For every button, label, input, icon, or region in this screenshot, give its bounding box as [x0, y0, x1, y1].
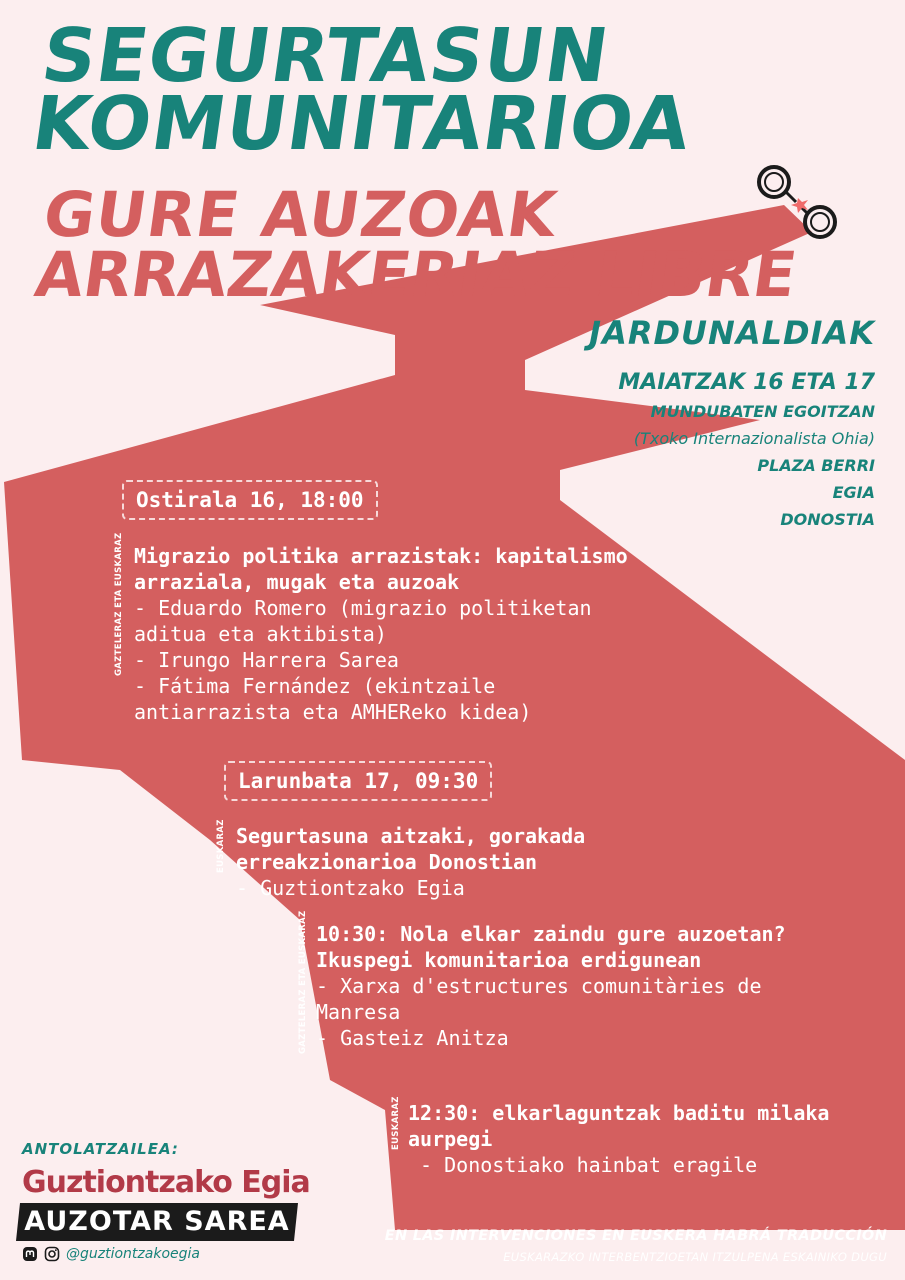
organizer-logo-top: Guztiontzako Egia	[22, 1165, 310, 1200]
social-handle: @guztiontzakoegia	[66, 1246, 200, 1262]
day2-talk1	[236, 823, 585, 901]
organizer-label: ANTOLATZAILEA:	[22, 1140, 179, 1158]
venue-place: PLAZA BERRI	[757, 456, 875, 475]
venue-former-name: (Txoko Internazionalista Ohia)	[633, 429, 875, 448]
speaker-line: - Guztiontzako Egia	[236, 876, 465, 900]
subtitle-line1: GURE AUZOAK	[39, 178, 562, 251]
day1-talk1	[134, 543, 628, 725]
speaker-line: - Irungo Harrera Sarea	[134, 648, 399, 672]
organizer-logo-bar	[16, 1203, 298, 1241]
speaker-line: Manresa	[316, 1000, 401, 1024]
instagram-icon	[44, 1246, 60, 1262]
speaker-line: antiarrazista eta AMHEReko kidea)	[134, 700, 532, 724]
speaker-line: - Xarxa d'estructures comunitàries de	[316, 974, 762, 998]
subtitle-line2: ARRAZAKERIAZ LIBRE	[30, 238, 802, 311]
translation-notes	[385, 1224, 887, 1266]
organizer-logo	[18, 1165, 310, 1245]
talk-title-line2: aurpegi	[408, 1127, 493, 1151]
subtitle	[30, 178, 809, 311]
day1-talk1-language: GAZTELERAZ ETA EUSKARAZ	[114, 532, 124, 676]
talk-title-line2: erreakzionarioa Donostian	[236, 850, 538, 874]
note-spanish: EN LAS INTERVENCIONES EN EUSKERA HABRÁ TRADUCCIÓN	[384, 1228, 887, 1244]
main-title	[27, 13, 704, 167]
talk-title-line1: Migrazio politika arrazistak: kapitalismo	[134, 544, 628, 568]
date-venue-block	[618, 368, 875, 533]
day2-talk2	[316, 921, 786, 1051]
mastodon-icon	[22, 1246, 38, 1262]
talk-title-line1: Segurtasuna aitzaki, gorakada	[236, 824, 586, 848]
main-title-line2: KOMUNITARIOA	[27, 81, 697, 167]
speaker-line: - Gasteiz Anitza	[316, 1026, 509, 1050]
day2-header: Larunbata 17, 09:30	[224, 761, 492, 801]
talk-title-line1: 10:30: Nola elkar zaindu gure auzoetan?	[316, 922, 786, 946]
speaker-line: aditua eta aktibista)	[134, 622, 387, 646]
social-handle-row	[22, 1246, 200, 1262]
day2-talk1-language: EUSKARAZ	[216, 819, 226, 873]
day1-header: Ostirala 16, 18:00	[122, 480, 378, 520]
broken-handcuffs-icon	[752, 158, 844, 244]
event-dates: MAIATZAK 16 ETA 17	[618, 370, 875, 395]
note-basque: EUSKARAZKO INTERBENTZIOETAN ITZULPENA ESKAINIKO DUGU	[503, 1250, 887, 1264]
main-title-line1: SEGURTASUN	[36, 13, 615, 99]
day2-talk2-language: GAZTELERAZ ETA EUSKARAZ	[298, 910, 308, 1054]
talk-title-line1: 12:30: elkarlaguntzak baditu milaka	[408, 1101, 830, 1125]
day2-talk3	[408, 1100, 829, 1178]
organizer-logo-bottom: AUZOTAR SAREA	[24, 1206, 290, 1237]
speaker-line: - Fátima Fernández (ekintzaile	[134, 674, 496, 698]
venue-district: EGIA	[832, 483, 875, 502]
speaker-line: - Eduardo Romero (migrazio politiketan	[134, 596, 592, 620]
talk-title-line2: arraziala, mugak eta auzoak	[134, 570, 460, 594]
speaker-line: - Donostiako hainbat eragile	[408, 1153, 758, 1177]
venue-name: MUNDUBATEN EGOITZAN	[650, 402, 875, 421]
day2-talk3-language: EUSKARAZ	[391, 1096, 401, 1150]
talk-title-line2: Ikuspegi komunitarioa erdigunean	[316, 948, 702, 972]
venue-city: DONOSTIA	[780, 510, 875, 529]
event-type: JARDUNALDIAK	[589, 314, 875, 352]
